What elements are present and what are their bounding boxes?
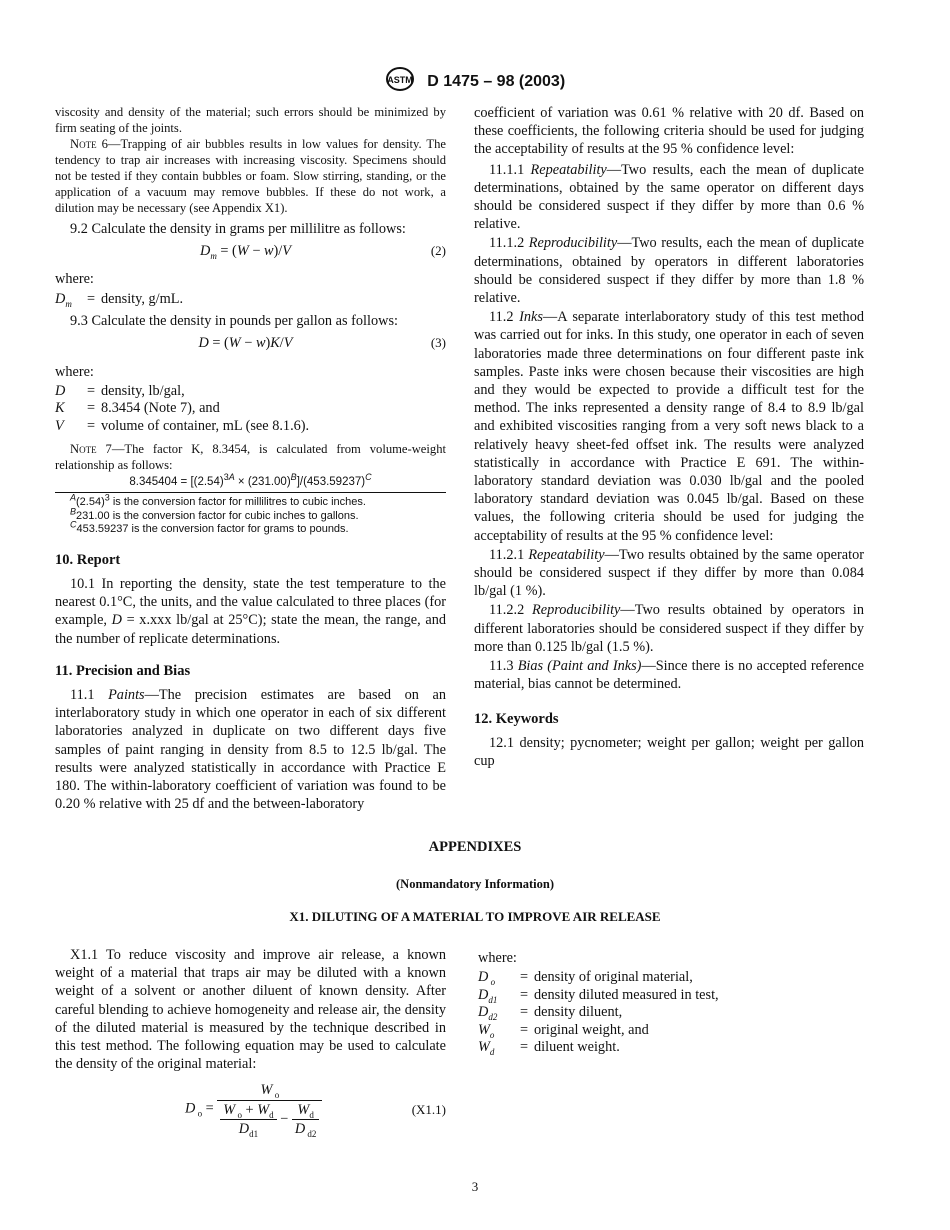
equation-number: (2) — [430, 243, 446, 259]
left-column — [55, 104, 446, 814]
paragraph-11-2: 11.2 Inks—A separate interlaboratory study of this test method was carried out for inks. In this study, one operator in each of seven laboratories made three determinations on four different paste ink samples. Paste inks were chosen because their viscosities are high and they would be expected to provide a difficult test for the method. The inks represented a density range of 8.4 to 8.9 lb/gal and exhibited viscosities ranging from a very soft news black to a relatively heavy sheet-fed offset ink. The results were analyzed statistically in accordance with Practice E 691. The within-laboratory standard deviation was 0.030 lb/gal and the pooled laboratory standard deviation was 0.045 lb/gal. Based on these values, the following criteria should be used for judging the acceptability of results at the 95 % confidence level: — [474, 309, 864, 544]
equation-number: (X1.1) — [411, 1101, 446, 1117]
paragraph-continuation: coefficient of variation was 0.61 % relative with 20 df. Based on these coefficients, the following criteria should be used for judging the acceptability of results at the 95 % confidence level: — [474, 105, 864, 158]
equation-expression: D $_o$ = W $_o$ $\frac{W _o + W_d}{D_{d1}}$ − $\frac{W_d}{D _{d2}}$ — [55, 1081, 386, 1138]
equation-number: (3) — [430, 335, 446, 351]
paragraph-9-3: 9.3 Calculate the density in pounds per gallon as follows: — [70, 313, 398, 330]
note-text: 7—The factor K, 8.3454, is calculated from volume-weight relationship as follows: — [55, 442, 446, 473]
definition-row: K = 8.3454 (Note 7), and — [55, 400, 220, 417]
paragraph-11-2-2: 11.2.2 Reproducibility—Two results obtained by operators in different laboratories should be considered suspect if they differ by more than 0.125 lb/gal (1.5 %). — [474, 602, 864, 655]
paragraph-11-3: 11.3 Bias (Paint and Inks)—Since there is no accepted reference material, bias cannot be determined. — [474, 658, 864, 693]
equation-expression: D = (W − w)K/V — [198, 335, 293, 352]
footnote-c: $^C$453.59237 is the conversion factor for grams to pounds. — [70, 519, 349, 536]
equation-3 — [55, 334, 446, 352]
appendixes-title: APPENDIXES — [428, 839, 522, 855]
paragraph-11-1-2: 11.1.2 Reproducibility—Two results, each the mean of duplicate determinations, obtained by operators in different laboratories should be considered suspect if they differ by more than 1.8 % relative. — [474, 235, 864, 307]
footnote-b: $^B$231.00 is the conversion factor for cubic inches to gallons. — [70, 506, 359, 522]
paragraph-12-1: 12.1 density; pycnometer; weight per gallon; weight per gallon cup — [474, 734, 864, 769]
appendix-x1-title: X1. DILUTING OF A MATERIAL TO IMPROVE AIR RELEASE — [289, 909, 661, 924]
definition-list-2 — [55, 383, 446, 436]
paragraph-continuation: viscosity and density of the material; such errors should be minimized by firm seating of the joints. — [55, 105, 446, 135]
conversion-formula: $8.345404 = [(2.54)^{3A} \times (231.00)^B]/(453.59237)^C$ — [129, 472, 372, 489]
note-label: Note — [70, 137, 97, 151]
appendix-definition-list — [478, 969, 864, 1057]
definition-row: $D_{d2}$ = density diluent, — [478, 1004, 623, 1023]
appendix-left-column — [55, 946, 446, 1148]
right-column — [474, 104, 864, 771]
note-text: 6—Trapping of air bubbles results in low values for density. The tendency to trap air increases with increasing viscosity. Specimens should not be tested if they contain bubbles or foam. Slow stirring, standing, or the application of a vacuum may remove bubbles. If these do not work, a dilution may be necessary (see Appendix X1). — [55, 137, 446, 215]
definition-row: D $_o$ = density of original material, — [478, 969, 693, 988]
equation-x1-1 — [55, 1081, 446, 1138]
where-label: where: — [478, 950, 517, 966]
section-heading-precision: 11. Precision and Bias — [55, 662, 191, 679]
definition-row: D = density, lb/gal, — [55, 382, 185, 399]
definition-row: $W_o$ = original weight, and — [478, 1021, 649, 1040]
definition-row: $W_d$ = diluent weight. — [478, 1039, 620, 1058]
where-label: where: — [55, 271, 94, 288]
paragraph-11-1: 11.1 Paints—The precision estimates are based on an interlaboratory study in which one operator in each of six different laboratories analyzed in duplicate on two different days five samples of paint ranging in density from 8.5 to 12.5 lb/gal. The results were analyzed statistically in accordance with Practice E 180. The within-laboratory coefficient of variation was found to be 0.20 % relative with 25 df and the between-laboratory — [55, 686, 446, 813]
definition-list-1 — [55, 291, 446, 309]
document-designation: D 1475 – 98 (2003) — [427, 73, 566, 91]
note-label: Note — [70, 442, 97, 457]
astm-logo-icon — [385, 66, 415, 98]
note-7 — [55, 441, 446, 473]
definition-row: V = volume of container, mL (see 8.1.6). — [55, 417, 310, 434]
paragraph-10-1: 10.1 In reporting the density, state the test temperature to the nearest 0.1°C, the units, and the value calculated to three places (for example, D = x.xxx lb/gal at 25°C); state the mean, the range, and the number of replicate determinations. — [55, 575, 446, 647]
svg-text:ASTM: ASTM — [387, 75, 413, 85]
equation-2 — [55, 242, 446, 260]
appendix-right-column — [478, 949, 864, 1061]
footnote-divider — [55, 492, 446, 493]
section-heading-keywords: 12. Keywords — [474, 710, 559, 727]
paragraph-x1-1: X1.1 To reduce viscosity and improve air release, a known weight of a material that traps air may be diluted with a known weight of a solvent or another diluent of known density. After careful blending to achieve homogeneity and release air, the density of the diluted material is measured by the technique described in this test method. The following equation may be used to calculate the density of the original material: — [55, 947, 446, 1073]
nonmandatory-subtitle: (Nonmandatory Information) — [396, 877, 554, 891]
equation-expression: $D_m = (W - w)/V$ — [200, 243, 291, 262]
where-label: where: — [55, 363, 94, 380]
page-number: 3 — [471, 1179, 479, 1194]
note-6 — [55, 136, 446, 216]
paragraph-11-1-1: 11.1.1 Repeatability—Two results, each the mean of duplicate determinations, obtained by the same operator on different days should be considered suspect if they differ by more than 0.6 % relative. — [474, 161, 864, 233]
paragraph-9-2: 9.2 Calculate the density in grams per millilitre as follows: — [70, 221, 406, 237]
footnote-a: $^A(2.54)^3$ is the conversion factor for millilitres to cubic inches. — [70, 492, 366, 509]
paragraph-11-2-1: 11.2.1 Repeatability—Two results obtained by the same operator should be considered suspect if they differ by more than 0.084 lb/gal (1 %). — [474, 546, 864, 600]
definition-row: $D_{d1}$ = density diluted measured in test, — [478, 986, 719, 1005]
section-heading-report: 10. Report — [55, 551, 121, 568]
page-header — [0, 66, 950, 98]
definition-row: $D_m$ = density, g/mL. — [55, 290, 184, 309]
